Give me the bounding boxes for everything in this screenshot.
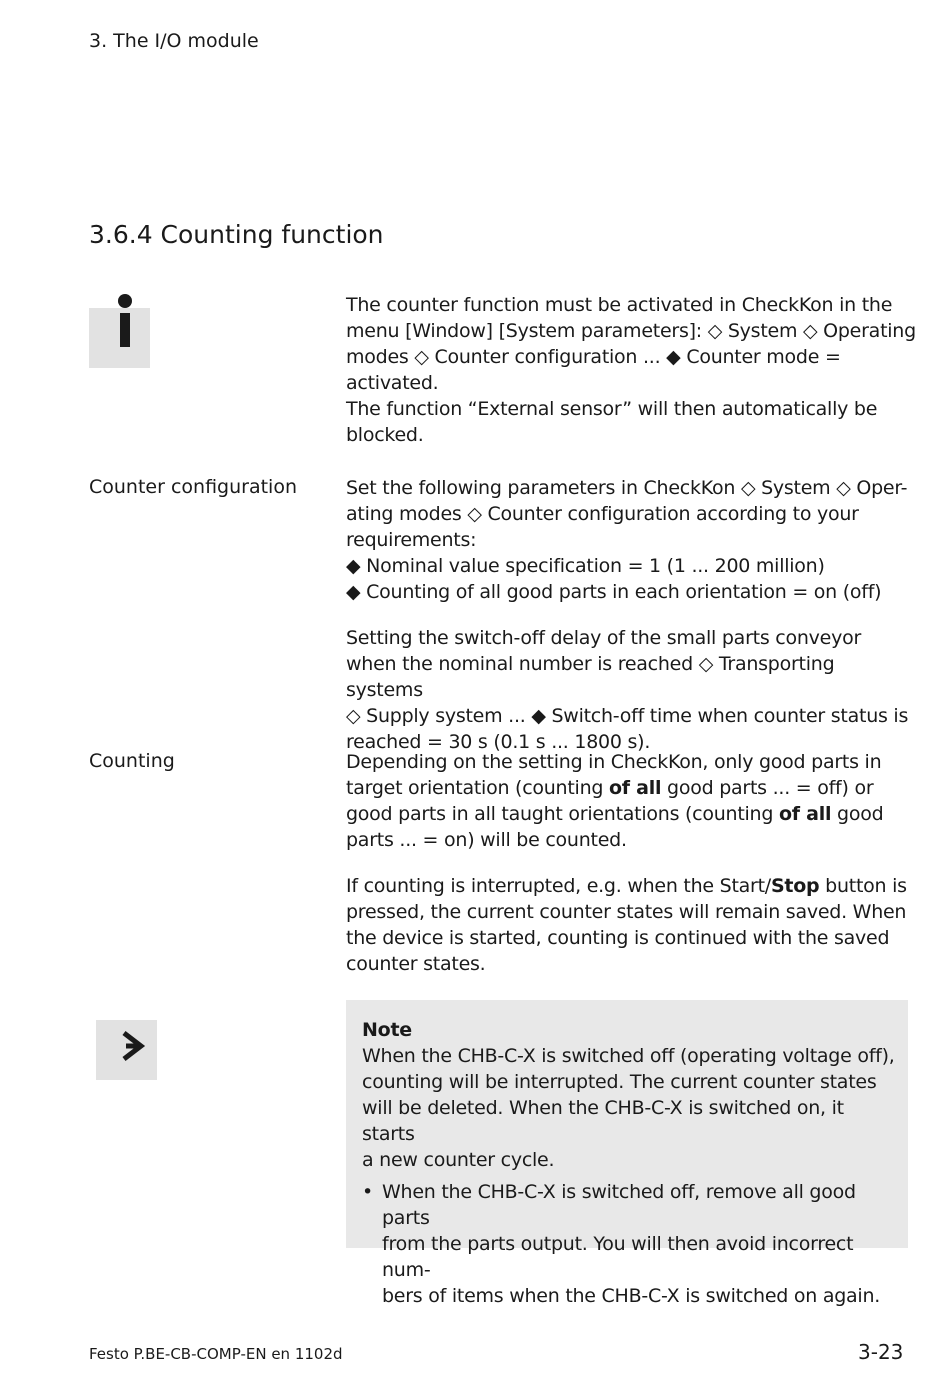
text-line: blocked. xyxy=(346,424,424,446)
text-line: modes ◇ Counter configuration ... ◆ Counter mode = xyxy=(346,346,841,368)
text-line: counter states. xyxy=(346,953,486,975)
side-label-counter-configuration: Counter configuration xyxy=(89,476,297,498)
footer-document-id: Festo P.BE-CB-COMP-EN en 1102d xyxy=(89,1345,343,1363)
text-line: good parts in all taught orientations (counting of all good xyxy=(346,803,884,825)
text-line: If counting is interrupted, e.g. when the Start/Stop button is xyxy=(346,875,907,897)
page-number: 3-23 xyxy=(858,1340,904,1364)
text-line: Setting the switch-off delay of the small parts conveyor xyxy=(346,627,862,649)
text-line: The counter function must be activated in CheckKon in the xyxy=(346,294,893,316)
arrow-right-icon xyxy=(96,1020,157,1080)
text-line: parts ... = on) will be counted. xyxy=(346,829,627,851)
text-line: When the CHB-C-X is switched off (operating voltage off), xyxy=(362,1045,895,1067)
text-line: The function “External sensor” will then automatically be xyxy=(346,398,878,420)
parameter-item: ◆ Counting of all good parts in each orientation = on (off) xyxy=(346,581,882,603)
bullet-icon: • xyxy=(362,1181,373,1203)
info-icon-box xyxy=(89,308,150,368)
note-content xyxy=(362,1017,902,1309)
note-bullet-item xyxy=(362,1179,902,1309)
parameter-item: ◆ Nominal value specification = 1 (1 ... 200 million) xyxy=(346,555,825,577)
text-line: counting will be interrupted. The current counter states xyxy=(362,1071,877,1093)
text-line: a new counter cycle. xyxy=(362,1149,555,1171)
text-line: activated. xyxy=(346,372,439,394)
text-line: ◇ Supply system ... ◆ Switch-off time when counter status is xyxy=(346,705,909,727)
interruption-paragraph xyxy=(346,873,916,977)
note-icon-box xyxy=(96,1020,157,1080)
info-icon xyxy=(89,294,150,368)
text-line: bers of items when the CHB-C-X is switched on again. xyxy=(382,1285,881,1307)
section-title: 3.6.4 Counting function xyxy=(89,220,384,249)
text-line: will be deleted. When the CHB-C-X is switched on, it starts xyxy=(362,1097,844,1145)
text-line: Depending on the setting in CheckKon, only good parts in xyxy=(346,751,882,773)
text-line: from the parts output. You will then avoid incorrect num- xyxy=(382,1233,854,1281)
text-line: the device is started, counting is continued with the saved xyxy=(346,927,890,949)
counter-configuration-paragraph xyxy=(346,475,916,605)
text-line: target orientation (counting of all good parts ... = off) or xyxy=(346,777,874,799)
info-paragraph xyxy=(346,292,916,448)
note-heading: Note xyxy=(362,1019,412,1041)
text-line: pressed, the current counter states will remain saved. When xyxy=(346,901,907,923)
counting-paragraph xyxy=(346,749,916,853)
text-line: menu [Window] [System parameters]: ◇ System ◇ Operating xyxy=(346,320,916,342)
text-line: requirements: xyxy=(346,529,477,551)
side-label-counting: Counting xyxy=(89,750,175,772)
text-line: ating modes ◇ Counter configuration according to your xyxy=(346,503,859,525)
text-line: when the nominal number is reached ◇ Transporting systems xyxy=(346,653,835,701)
text-line: Set the following parameters in CheckKon ◇ System ◇ Oper- xyxy=(346,477,908,499)
switch-off-delay-paragraph xyxy=(346,625,916,755)
text-line: reached = 30 s (0.1 s ... 1800 s). xyxy=(346,731,651,753)
running-header: 3. The I/O module xyxy=(89,30,259,52)
text-line: When the CHB-C-X is switched off, remove all good parts xyxy=(382,1181,856,1229)
